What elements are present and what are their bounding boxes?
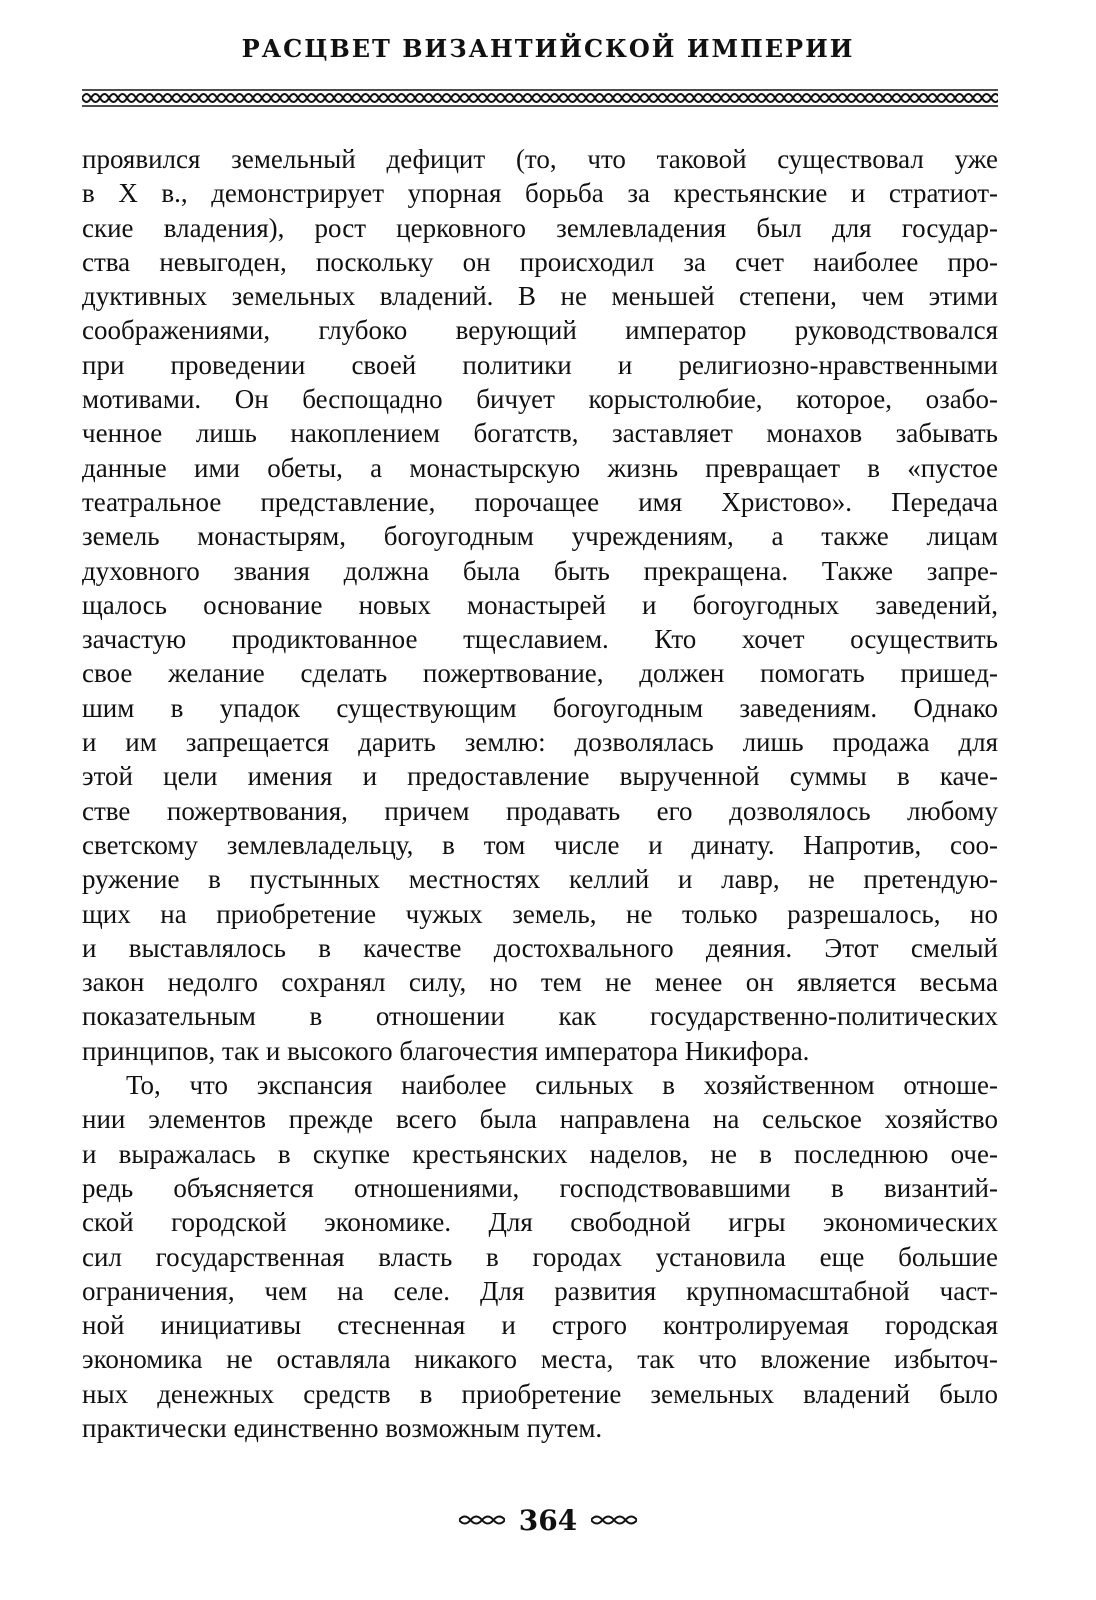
text-line: земель монастырям, богоугодным учреждениям, а также лицам (82, 521, 998, 552)
left-footer-ornament-icon (459, 1513, 505, 1527)
text-line: этой цели имения и предоставление вырученной суммы в каче- (82, 761, 998, 792)
page-footer (0, 1500, 1096, 1540)
text-line: шим в упадок существующим богоугодным заведениям. Однако (82, 692, 998, 723)
text-line: сил государственная власть в городах установила еще большие (82, 1241, 998, 1272)
header-ornament-border (82, 89, 998, 107)
text-line: ограничения, чем на селе. Для развития крупномасштабной част- (82, 1275, 998, 1306)
text-line: при проведении своей политики и религиозно-нравственными (82, 349, 998, 380)
text-line: театральное представление, порочащее имя Христово». Передача (82, 486, 998, 517)
text-line: редь объясняется отношениями, господствовавшими в византий- (82, 1172, 998, 1203)
text-line: ской городской экономике. Для свободной игры экономических (82, 1207, 998, 1238)
text-line: соображениями, глубоко верующий император руководствовался (82, 315, 998, 346)
text-line: нии элементов прежде всего была направлена на сельское хозяйство (82, 1104, 998, 1135)
text-line: и им запрещается дарить землю: дозволялась лишь продажа для (82, 727, 998, 758)
text-line: ские владения), рост церковного землевладения был для государ- (82, 212, 998, 243)
text-line: практически единственно возможным путем. (82, 1412, 603, 1443)
body-text (82, 142, 998, 1445)
text-line: ных денежных средств в приобретение земельных владений было (82, 1378, 998, 1409)
text-line: щих на приобретение чужых земель, не только разрешалось, но (82, 898, 998, 929)
text-line: принципов, так и высокого благочестия императора Никифора. (82, 1035, 810, 1066)
text-line: экономика не оставляла никакого места, так что вложение избыточ- (82, 1344, 998, 1375)
text-line: показательным в отношении как государственно-политических (82, 1001, 998, 1032)
text-line: ченное лишь накоплением богатств, заставляет монахов забывать (82, 418, 998, 449)
running-title: РАСЦВЕТ ВИЗАНТИЙСКОЙ ИМПЕРИИ (241, 34, 855, 63)
text-line: дуктивных земельных владений. В не меньшей степени, чем этими (82, 281, 998, 312)
text-line: свое желание сделать пожертвование, должен помогать пришед- (82, 658, 998, 689)
text-line: духовного звания должна была быть прекращена. Также запре- (82, 555, 998, 586)
text-line: в X в., демонстрирует упорная борьба за крестьянские и стратиот- (82, 178, 998, 209)
text-line: щалось основание новых монастырей и богоугодных заведений, (82, 589, 998, 620)
text-line: ства невыгоден, поскольку он происходил за счет наиболее про- (82, 246, 998, 277)
text-line: ной инициативы стесненная и строго контролируемая городская (82, 1310, 998, 1341)
text-line: и выражалась в скупке крестьянских наделов, не в последнюю оче- (82, 1138, 998, 1169)
text-line: стве пожертвования, причем продавать его дозволялось любому (82, 795, 998, 826)
text-line: зачастую продиктованное тщеславием. Кто хочет осуществить (82, 624, 998, 655)
text-line: светскому землевладельцу, в том числе и динату. Напротив, соо- (82, 829, 998, 860)
text-line: ружение в пустынных местностях келлий и лавр, не претендую- (82, 864, 998, 895)
text-line: мотивами. Он беспощадно бичует корыстолюбие, которое, озабо- (82, 384, 998, 415)
text-line: То, что экспансия наиболее сильных в хозяйственном отноше- (126, 1070, 998, 1101)
text-line: закон недолго сохранял силу, но тем не менее он является весьма (82, 967, 998, 998)
right-footer-ornament-icon (591, 1513, 637, 1527)
page-number: 364 (518, 1503, 578, 1537)
text-line: и выставлялось в качестве достохвального деяния. Этот смелый (82, 932, 998, 963)
text-line: данные ими обеты, а монастырскую жизнь превращает в «пустое (82, 452, 998, 483)
text-line: проявился земельный дефицит (то, что таковой существовал уже (82, 144, 998, 174)
